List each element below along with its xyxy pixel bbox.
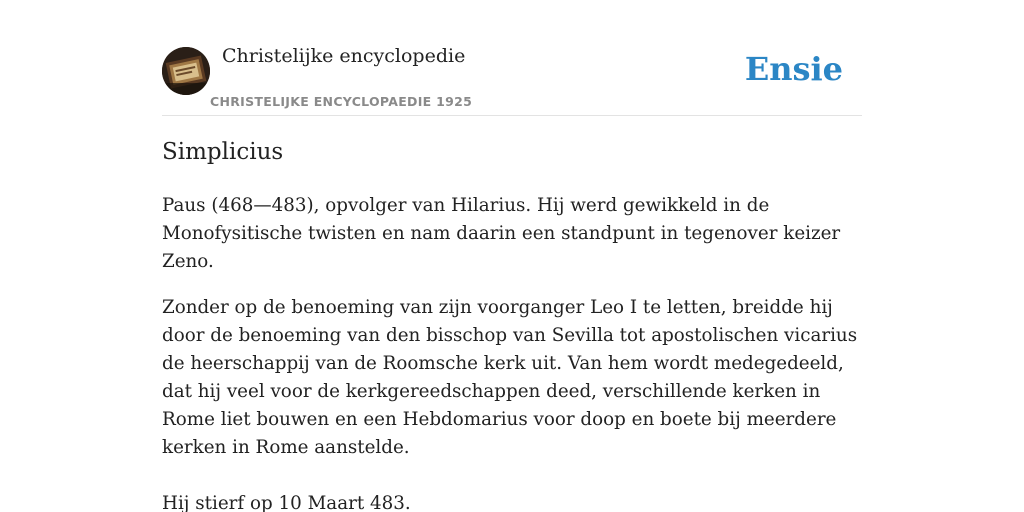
brand-logo[interactable]: Ensie [744, 50, 843, 88]
entry-title: Simplicius [162, 139, 284, 165]
source-title[interactable]: Christelijke encyclopedie [222, 45, 466, 67]
source-subtitle: CHRISTELIJKE ENCYCLOPAEDIE 1925 [210, 94, 473, 109]
entry-paragraph: Zonder op de benoeming van zijn voorganger Leo I te letten, breidde hij door de benoeming van den bisschop van Sevilla tot apostolischen vicarius de heerschappij van de Roomsche kerk uit. Van hem wordt medegedeeld, dat hij veel voor de kerkgereedschappen deed, verschillende kerken in Rome liet bouwen en een Hebdomarius voor doop en boete bij meerdere kerken in Rome aanstelde. [162, 297, 858, 458]
entry-paragraph: Paus (468—483), opvolger van Hilarius. Hij werd gewikkeld in de Monofysitische twisten en nam daarin een standpunt in tegenover keizer Zeno. [162, 195, 841, 272]
entry-body [162, 192, 862, 512]
entry-paragraph: Hij stierf op 10 Maart 483. [162, 493, 411, 512]
header-divider [162, 115, 862, 116]
book-cover-icon[interactable] [162, 47, 210, 95]
